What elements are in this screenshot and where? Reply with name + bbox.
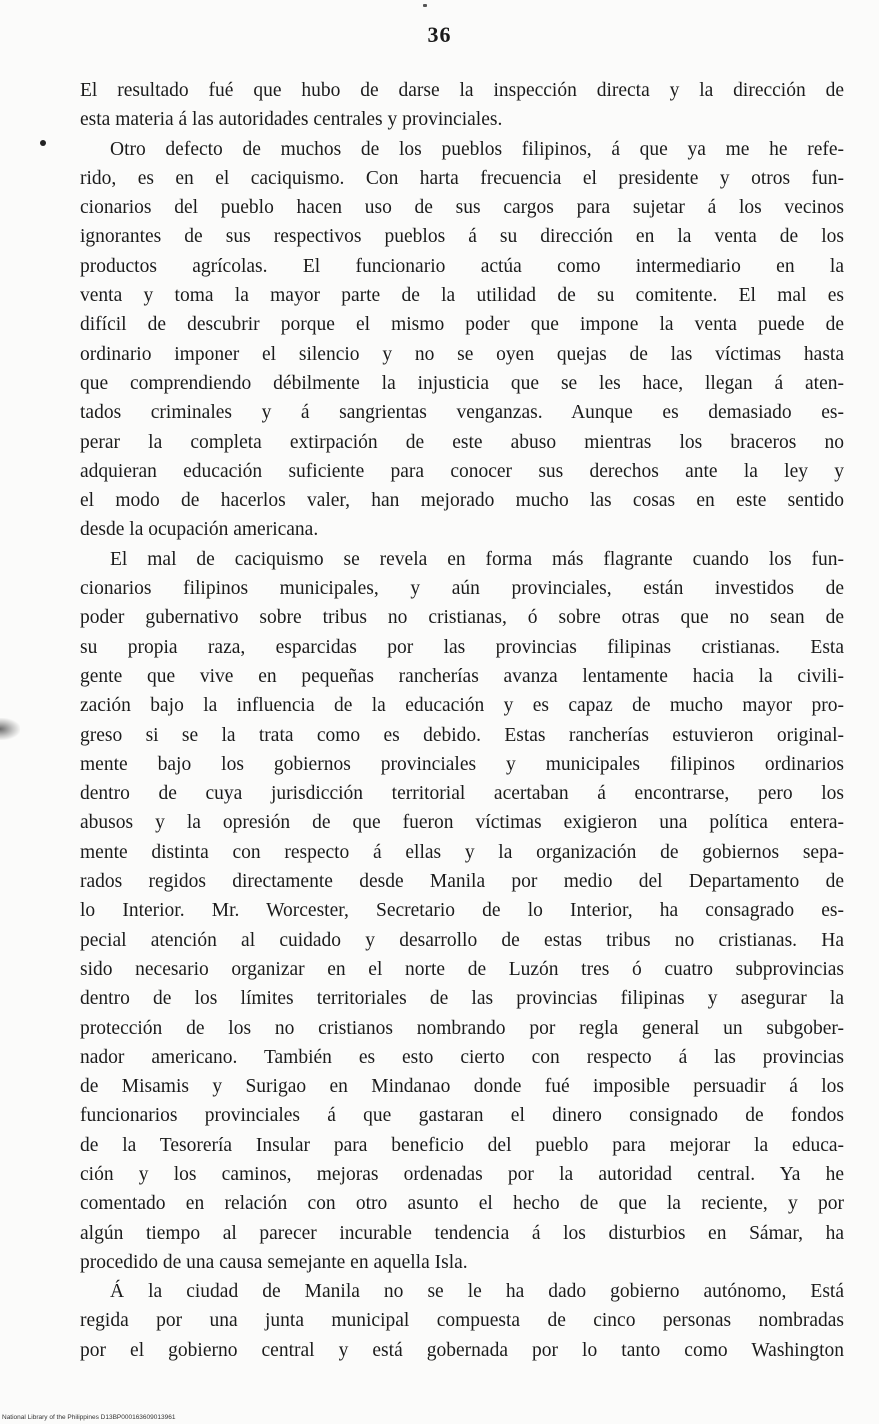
text-line: zación bajo la influencia de la educación y es capaz de mucho mayor pro- (80, 695, 844, 717)
text-line: gente que vive en pequeñas rancherías avanza lentamente hacia la civili- (80, 665, 844, 687)
text-line: ción y los caminos, mejoras ordenadas por la autoridad central. Ya he (80, 1163, 844, 1185)
text-line: dentro de los límites territoriales de las provincias filipinas y asegurar la (80, 988, 844, 1010)
text-line: lo Interior. Mr. Worcester, Secretario de lo Interior, ha consagrado es- (80, 900, 844, 922)
text-line: pecial atención al cuidado y desarrollo de estas tribus no cristianas. Ha (80, 929, 844, 951)
text-line: ordinario imponer el silencio y no se oyen quejas de las víctimas hasta (80, 343, 844, 365)
text-line: regida por una junta municipal compuesta de cinco personas nombradas (80, 1310, 844, 1332)
text-line: que comprendiendo débilmente la injusticia que se les hace, llegan á aten- (80, 372, 844, 394)
text-line: Á la ciudad de Manila no se le ha dado gobierno autónomo, Está (110, 1281, 844, 1303)
text-line: rido, es en el caciquismo. Con harta frecuencia el presidente y otros fun- (80, 167, 844, 189)
text-line: desde la ocupación americana. (80, 519, 319, 541)
text-line: cionarios del pueblo hacen uso de sus cargos para sujetar á los vecinos (80, 197, 844, 219)
text-line: por el gobierno central y está gobernada por lo tanto como Washington (80, 1339, 844, 1361)
library-footer-stamp: National Library of the Philippines D13BP000163609013961 (2, 1414, 176, 1421)
text-line: rados regidos directamente desde Manila por medio del Departamento de (80, 871, 844, 893)
text-line: adquieran educación suficiente para conocer sus derechos ante la ley y (80, 460, 844, 482)
scan-edge-smudge (0, 718, 20, 740)
text-line: esta materia á las autoridades centrales y provinciales. (80, 109, 503, 131)
text-line: El resultado fué que hubo de darse la inspección directa y la dirección de (80, 80, 844, 101)
text-line: ignorantes de sus respectivos pueblos á su dirección en la venta de los (80, 226, 844, 248)
text-line: procedido de una causa semejante en aquella Isla. (80, 1251, 468, 1273)
text-line: su propia raza, esparcidas por las provincias filipinas cristianas. Esta (80, 636, 844, 658)
text-line: mente distinta con respecto á ellas y la organización de gobiernos sepa- (80, 841, 844, 863)
text-line: difícil de descubrir porque el mismo poder que impone la venta puede de (80, 314, 844, 336)
text-line: cionarios filipinos municipales, y aún provinciales, están investidos de (80, 578, 844, 600)
text-line: mente bajo los gobiernos provinciales y municipales filipinos ordinarios (80, 753, 844, 775)
text-line: Otro defecto de muchos de los pueblos filipinos, á que ya me he refe- (110, 138, 844, 160)
text-line: el modo de hacerlos valer, han mejorado mucho las cosas en este sentido (80, 490, 844, 512)
text-line: poder gubernativo sobre tribus no cristianas, ó sobre otras que no sean de (80, 607, 844, 629)
body-text (80, 76, 844, 1365)
text-line: comentado en relación con otro asunto el hecho de que la reciente, y por (80, 1193, 844, 1215)
margin-dot-mark (40, 140, 46, 146)
text-line: tados criminales y á sangrientas venganzas. Aunque es demasiado es- (80, 402, 844, 424)
page-number: 36 (427, 22, 452, 47)
text-line: El mal de caciquismo se revela en forma más flagrante cuando los fun- (110, 548, 844, 570)
text-line: de la Tesorería Insular para beneficio del pueblo para mejorar la educa- (80, 1134, 844, 1156)
text-line: protección de los no cristianos nombrando por regla general un subgober- (80, 1017, 844, 1039)
text-line: nador americano. También es esto cierto con respecto á las provincias (80, 1046, 844, 1068)
text-line: abusos y la opresión de que fueron víctimas exigieron una política entera- (80, 812, 844, 834)
text-line: perar la completa extirpación de este abuso mientras los braceros no (80, 431, 844, 453)
text-line: algún tiempo al parecer incurable tendencia á los disturbios en Sámar, ha (80, 1222, 844, 1244)
text-line: de Misamis y Surigao en Mindanao donde fué imposible persuadir á los (80, 1076, 844, 1098)
scan-speck (423, 4, 427, 7)
text-line: sido necesario organizar en el norte de Luzón tres ó cuatro subprovincias (80, 958, 844, 980)
text-line: dentro de cuya jurisdicción territorial acertaban á encontrarse, pero los (80, 783, 844, 805)
text-line: greso si se la trata como es debido. Estas rancherías estuvieron original- (80, 724, 844, 746)
text-line: productos agrícolas. El funcionario actúa como intermediario en la (80, 255, 844, 277)
text-line: funcionarios provinciales á que gastaran el dinero consignado de fondos (80, 1105, 844, 1127)
text-line: venta y toma la mayor parte de la utilidad de su comitente. El mal es (80, 285, 844, 307)
